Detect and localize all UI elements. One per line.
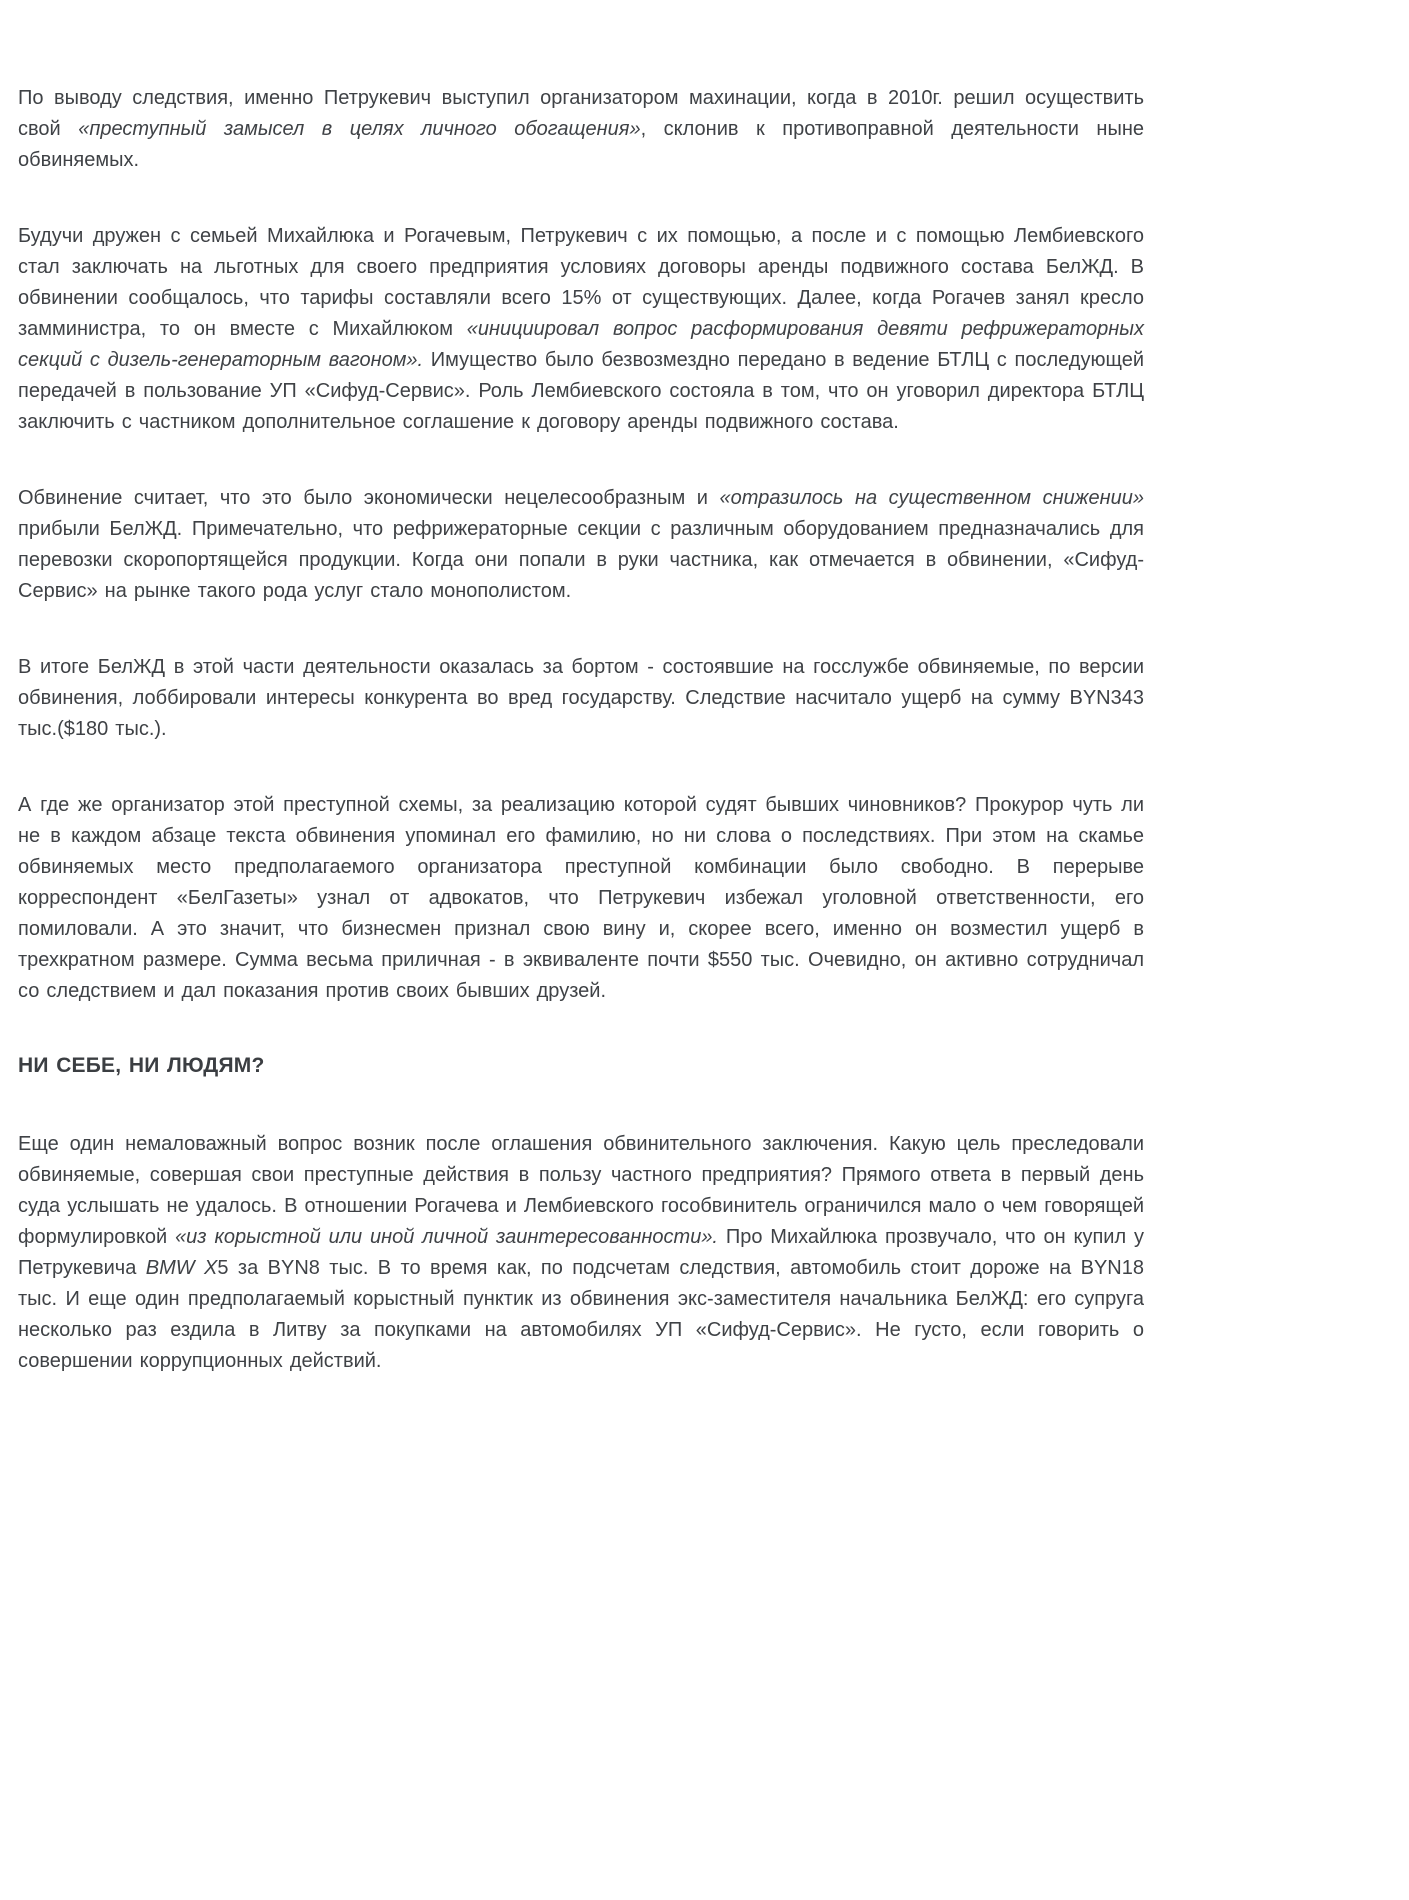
article-body [18, 83, 1144, 1422]
paragraph [18, 1129, 1144, 1377]
text-run: НИ СЕБЕ, НИ ЛЮДЯМ? [18, 1054, 265, 1077]
text-run: прибыли БелЖД. Примечательно, что рефрижераторные секции с различным оборудованием предназначались для перевозки скоропортящейся продукции. Когда они попали в руки частника, как отмечается в обвинении, «Сифуд-Сервис» на рынке такого рода услуг стало монополистом. [18, 518, 1144, 602]
text-run: Имущество было безвозмездно передано в ведение БТЛЦ с последующей передачей в пользование УП «Сифуд-Сервис». Роль Лембиевского состояла в том, что он уговорил директора БТЛЦ заключить с частником дополнительное соглашение к договору аренды подвижного состава. [18, 349, 1144, 433]
text-run: Будучи дружен с семьей Михайлюка и Рогачевым, Петрукевич с их помощью, а после и с помощью Лембиевского стал заключать на льготных для своего предприятия условиях договоры аренды подвижного состава БелЖД. В обвинении сообщалось, что тарифы составляли всего 15% от существующих. Далее, когда Рогачев занял кресло замминистра, то он вместе с Михайлюком [18, 225, 1144, 340]
text-run: В итоге БелЖД в этой части деятельности оказалась за бортом - состоявшие на госслужбе обвиняемые, по версии обвинения, лоббировали интересы конкурента во вред государству. Следствие насчитало ущерб на сумму BYN343 тыс.($180 тыс.). [18, 656, 1144, 740]
text-run: Про Михайлюка прозвучало, что он купил у Петрукевича [18, 1226, 1144, 1279]
quoted-italic-text: «инициировал вопрос расформирования девяти рефрижераторных секций с дизель-генераторным вагоном». [18, 318, 1145, 371]
paragraph [18, 652, 1144, 745]
text-run: Обвинение считает, что это было экономически нецелесообразным и [18, 487, 720, 509]
quoted-italic-text: BMW X [145, 1257, 218, 1279]
quoted-italic-text: «из корыстной или иной личной заинтересованности». [175, 1226, 718, 1248]
section-heading [18, 1052, 1144, 1080]
text-run: А где же организатор этой преступной схемы, за реализацию которой судят бывших чиновников? Прокурор чуть ли не в каждом абзаце текста обвинения упоминал его фамилию, но ни слова о последствиях. При этом на скамье обвиняемых место предполагаемого организатора преступной комбинации было свободно. В перерыве корреспондент «БелГазеты» узнал от адвокатов, что Петрукевич избежал уголовной ответственности, его помиловали. А это значит, что бизнесмен признал свою вину и, скорее всего, именно он возместил ущерб в трехкратном размере. Сумма весьма приличная - в эквиваленте почти $550 тыс. Очевидно, он активно сотрудничал со следствием и дал показания против своих бывших друзей. [18, 794, 1144, 1002]
quoted-italic-text: «преступный замысел в целях личного обогащения» [78, 118, 641, 140]
paragraph [18, 790, 1144, 1007]
quoted-italic-text: «отразилось на существенном снижении» [719, 487, 1144, 509]
paragraph [18, 83, 1144, 176]
paragraph [18, 483, 1144, 607]
text-run: Еще один немаловажный вопрос возник после оглашения обвинительного заключения. Какую цель преследовали обвиняемые, совершая свои преступные действия в пользу частного предприятия? Прямого ответа в первый день суда услышать не удалось. В отношении Рогачева и Лембиевского гособвинитель ограничился мало о чем говорящей формулировкой [18, 1133, 1144, 1248]
paragraph [18, 221, 1144, 438]
text-run: 5 за BYN8 тыс. В то время как, по подсчетам следствия, автомобиль стоит дороже на BYN18 тыс. И еще один предполагаемый корыстный пунктик из обвинения экс-заместителя начальника БелЖД: его супруга несколько раз ездила в Литву за покупками на автомобилях УП «Сифуд-Сервис». Не густо, если говорить о совершении коррупционных действий. [18, 1257, 1144, 1372]
text-run: По выводу следствия, именно Петрукевич выступил организатором махинации, когда в 2010г. решил осуществить свой [18, 87, 1144, 140]
text-run: , склонив к противоправной деятельности ныне обвиняемых. [18, 118, 1144, 171]
